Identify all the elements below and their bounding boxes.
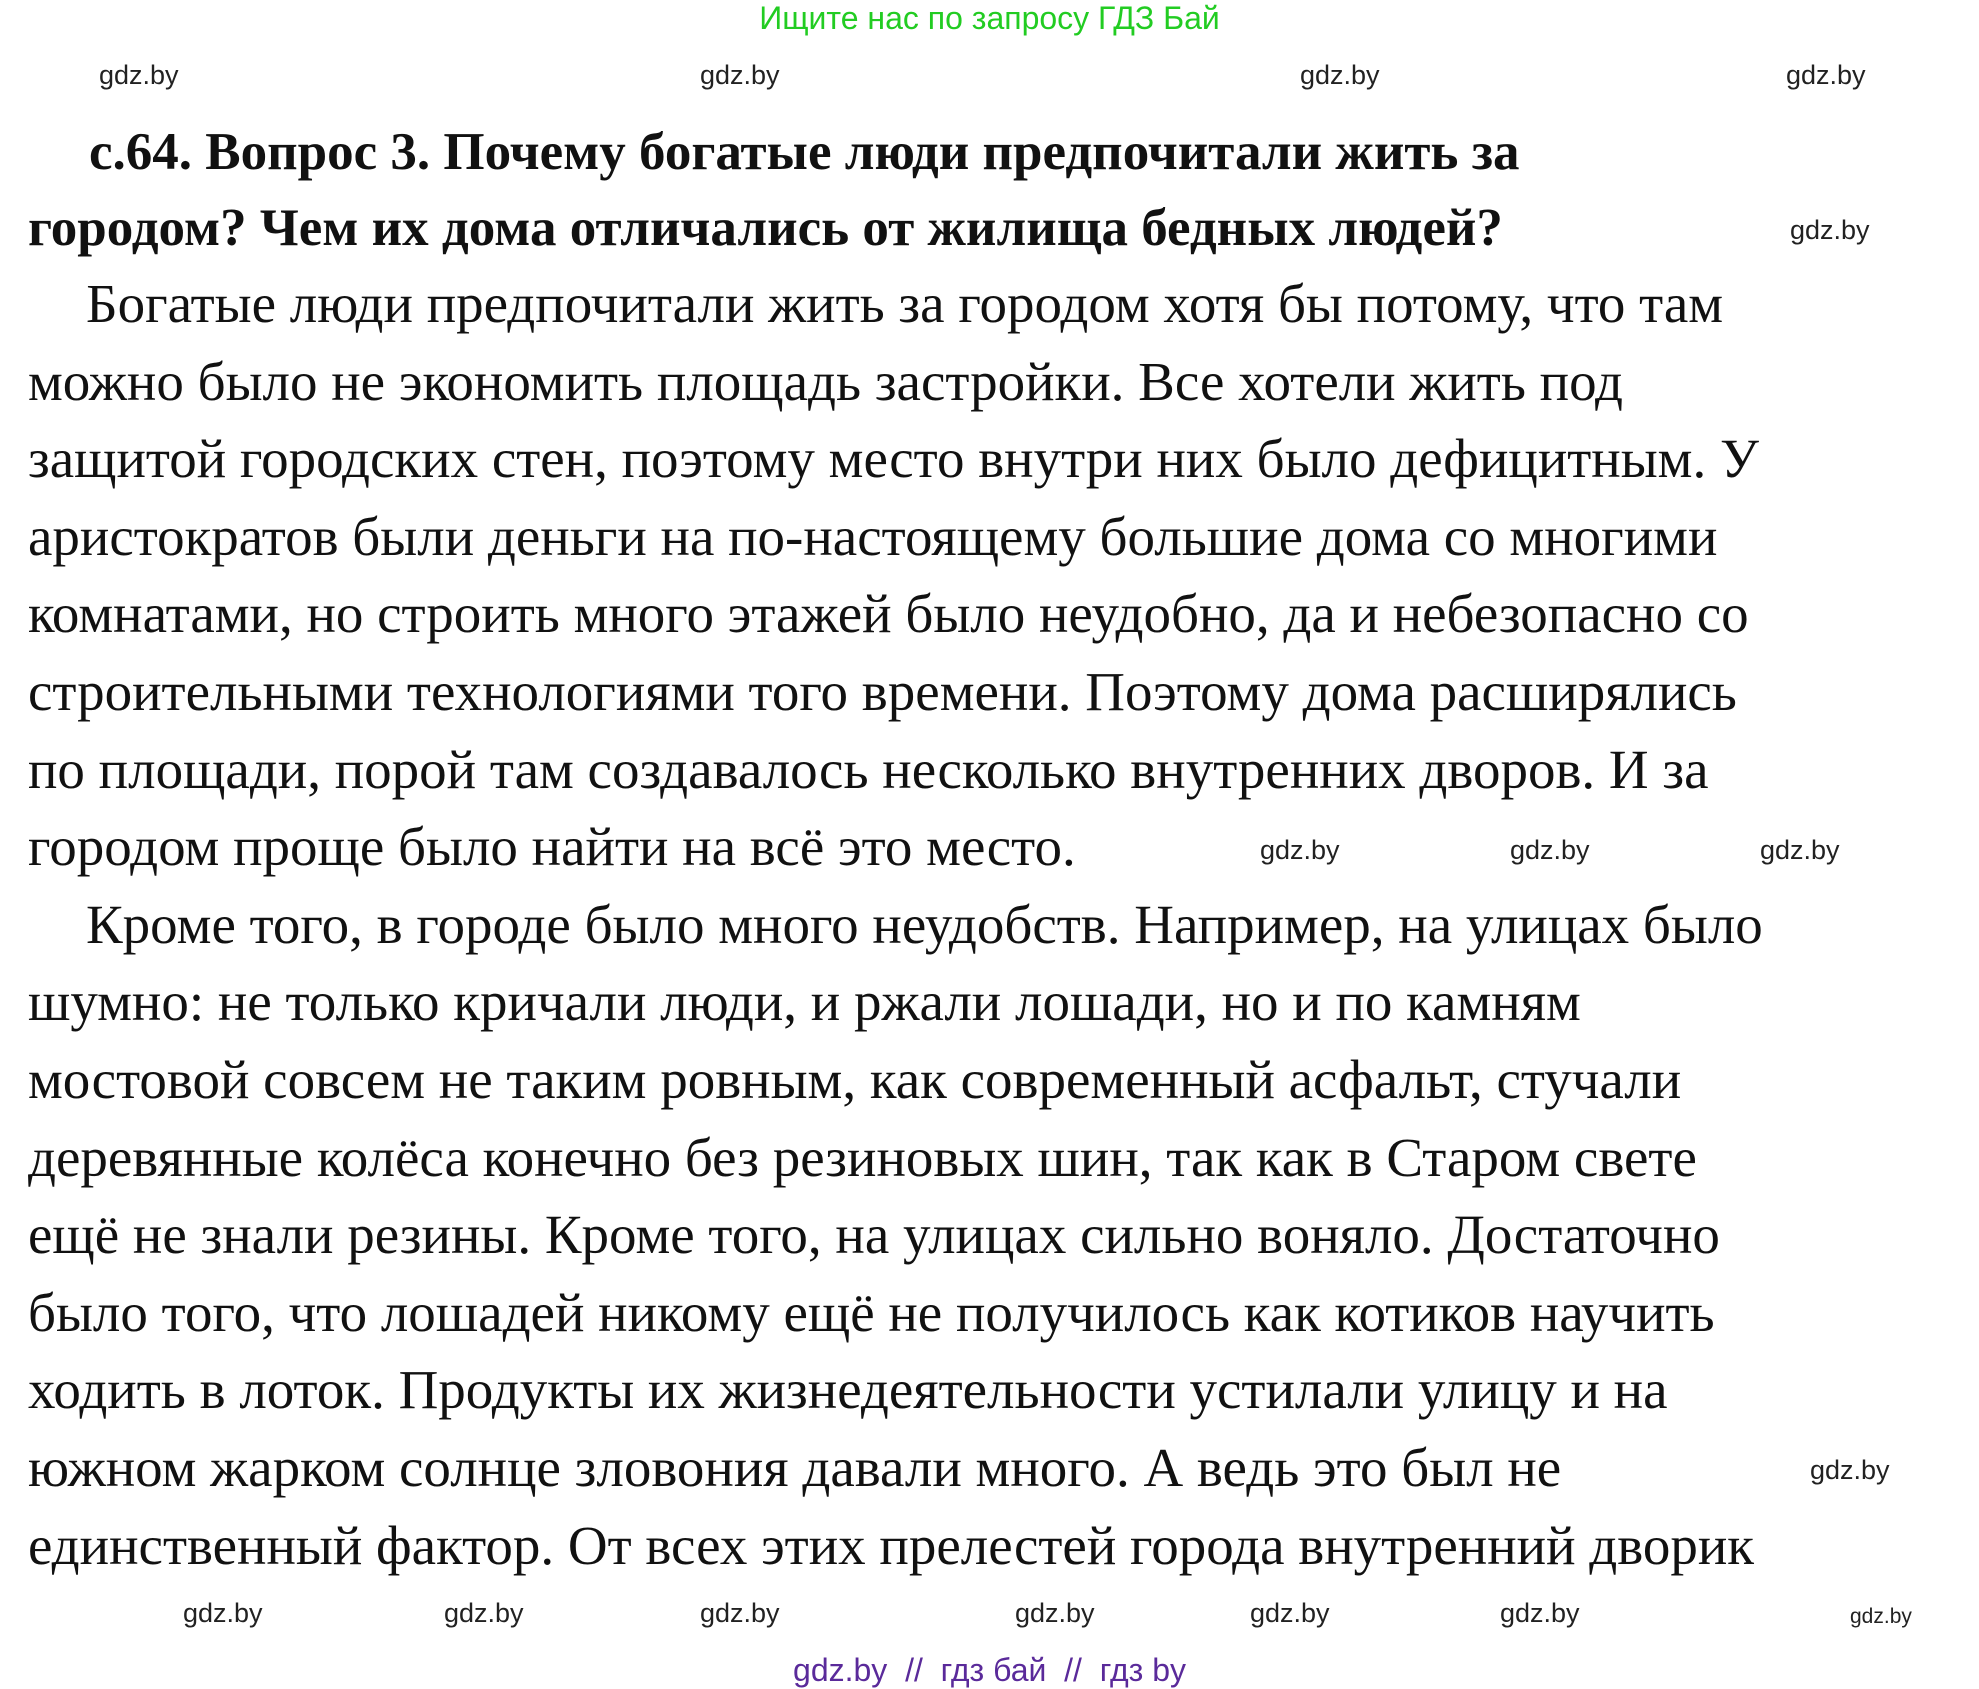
- question-title-line: с.64. Вопрос 3. Почему богатые люди предпочитали жить за: [89, 123, 1520, 181]
- answer-text-line: комнатами, но строить много этажей было неудобно, да и небезопасно со: [28, 583, 1749, 645]
- watermark: gdz.by: [1015, 1598, 1095, 1628]
- watermark: gdz.by: [1260, 835, 1340, 865]
- watermark: gdz.by: [1790, 215, 1870, 245]
- watermark: gdz.by: [700, 1598, 780, 1628]
- answer-text-line: было того, что лошадей никому ещё не получилось как котиков научить: [28, 1281, 1715, 1343]
- answer-text-line: городом проще было найти на всё это место.: [28, 816, 1076, 878]
- footer-links: gdz.by // гдз бай // гдз by: [793, 1652, 1186, 1688]
- watermark: gdz.by: [1850, 1605, 1912, 1628]
- watermark: gdz.by: [99, 60, 179, 90]
- watermark: gdz.by: [1300, 60, 1380, 90]
- answer-text-line: можно было не экономить площадь застройки. Все хотели жить под: [28, 350, 1623, 412]
- watermark: gdz.by: [1500, 1598, 1580, 1628]
- answer-text-line: аристократов были деньги на по-настоящему большие дома со многими: [28, 505, 1718, 567]
- watermark: gdz.by: [1786, 60, 1866, 90]
- answer-text-line: деревянные колёса конечно без резиновых шин, так как в Старом свете: [28, 1126, 1697, 1188]
- watermark: gdz.by: [183, 1598, 263, 1628]
- watermark: gdz.by: [1810, 1455, 1890, 1485]
- answer-text-line: по площади, порой там создавалось несколько внутренних дворов. И за: [28, 738, 1709, 800]
- search-banner: Ищите нас по запросу ГДЗ Бай: [759, 0, 1220, 36]
- watermark: gdz.by: [1760, 835, 1840, 865]
- answer-text-line: Кроме того, в городе было много неудобств. Например, на улицах было: [86, 893, 1763, 955]
- answer-text-line: ещё не знали резины. Кроме того, на улицах сильно воняло. Достаточно: [28, 1204, 1720, 1266]
- answer-text-line: Богатые люди предпочитали жить за городом хотя бы потому, что там: [86, 273, 1724, 334]
- answer-text-line: защитой городских стен, поэтому место внутри них было дефицитным. У: [28, 428, 1759, 490]
- answer-text-line: шумно: не только кричали люди, и ржали лошади, но и по камням: [28, 971, 1581, 1033]
- answer-text-line: единственный фактор. От всех этих прелестей города внутренний дворик: [28, 1514, 1755, 1576]
- watermark: gdz.by: [700, 60, 780, 90]
- watermark: gdz.by: [1510, 835, 1590, 865]
- watermark: gdz.by: [444, 1598, 524, 1628]
- answer-text-line: южном жарком солнце зловония давали много. А ведь это был не: [28, 1437, 1562, 1498]
- question-title-line: городом? Чем их дома отличались от жилища бедных людей?: [28, 199, 1503, 257]
- answer-text-line: ходить в лоток. Продукты их жизнедеятельности устилали улицу и на: [28, 1359, 1668, 1421]
- watermark: gdz.by: [1250, 1598, 1330, 1628]
- answer-text-line: строительными технологиями того времени. Поэтому дома расширялись: [28, 661, 1737, 722]
- answer-text-line: мостовой совсем не таким ровным, как современный асфальт, стучали: [28, 1049, 1682, 1110]
